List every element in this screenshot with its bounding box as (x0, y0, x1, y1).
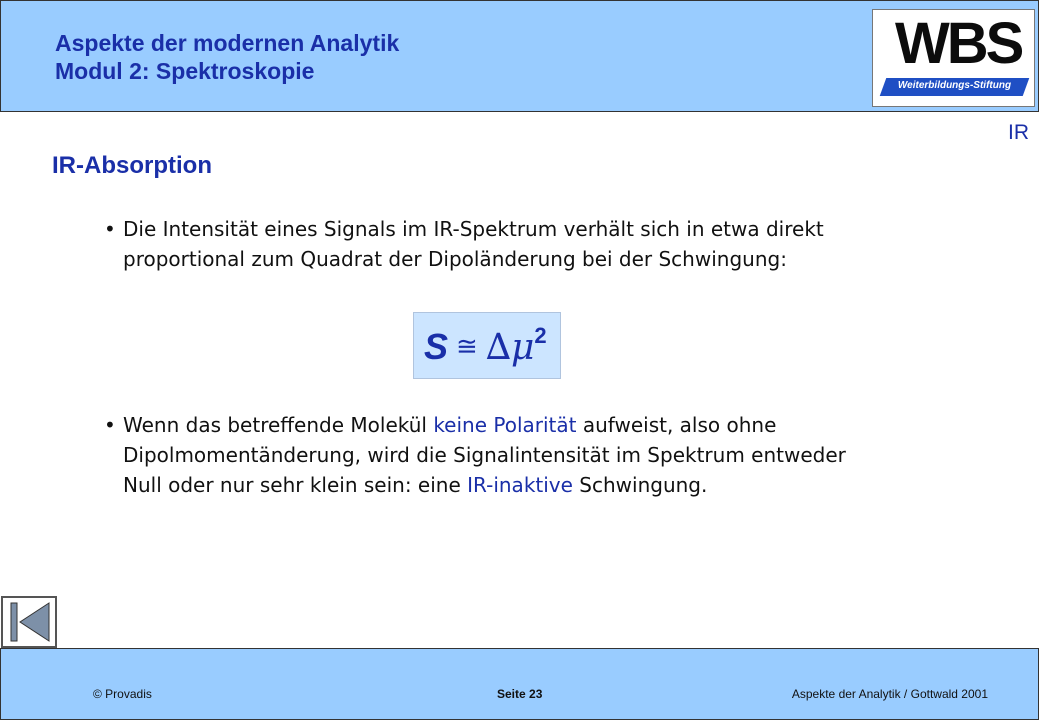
formula-box (413, 312, 561, 379)
bullet-text-part: Wenn das betreffende Molekül (123, 413, 434, 437)
formula (424, 323, 547, 368)
skip-to-start-icon (3, 598, 55, 646)
slide-title: IR-Absorption (52, 152, 212, 179)
highlight-ir-inactive: IR-inaktive (467, 473, 573, 497)
bullet-icon: • (104, 217, 116, 241)
page-number: Seite 23 (497, 687, 543, 701)
formula-lhs: S (424, 326, 449, 367)
bullet-text-part: aufweist, also ohne Dipolmomentänderung, wird die Signalintensität im Spektrum entweder Null oder nur sehr klein sein: eine (123, 413, 846, 497)
logo-subtitle: Weiterbildungs-Stiftung (897, 80, 1012, 91)
delta-symbol: ∆ (485, 327, 511, 368)
footer-band (0, 648, 1039, 720)
module-title: Modul 2: Spektroskopie (55, 58, 315, 84)
bullet-text-part: Schwingung. (572, 473, 708, 497)
bullet-item (104, 410, 884, 500)
course-title: Aspekte der modernen Analytik (55, 30, 400, 56)
mu-symbol: μ (510, 327, 535, 368)
bullet-icon: • (104, 413, 116, 437)
approx-symbol: ≅ (456, 332, 478, 362)
wbs-logo (872, 9, 1035, 107)
bullet-text: Die Intensität eines Signals im IR-Spektrum verhält sich in etwa direkt proportional zum Quadrat der Dipoländerung bei der Schwingung: (123, 217, 824, 271)
first-slide-button[interactable] (1, 596, 57, 648)
header-band (0, 0, 1039, 112)
footer-copyright: © Provadis (93, 687, 152, 701)
formula-exponent: 2 (534, 323, 547, 348)
bullet-text (104, 410, 884, 500)
logo-text: WBS (895, 11, 1022, 76)
highlight-no-polarity: keine Polarität (433, 413, 577, 437)
bullet-item (104, 214, 884, 274)
footer-course: Aspekte der Analytik / Gottwald 2001 (791, 687, 988, 701)
section-tag: IR (1008, 121, 1029, 144)
header-title (55, 29, 399, 85)
